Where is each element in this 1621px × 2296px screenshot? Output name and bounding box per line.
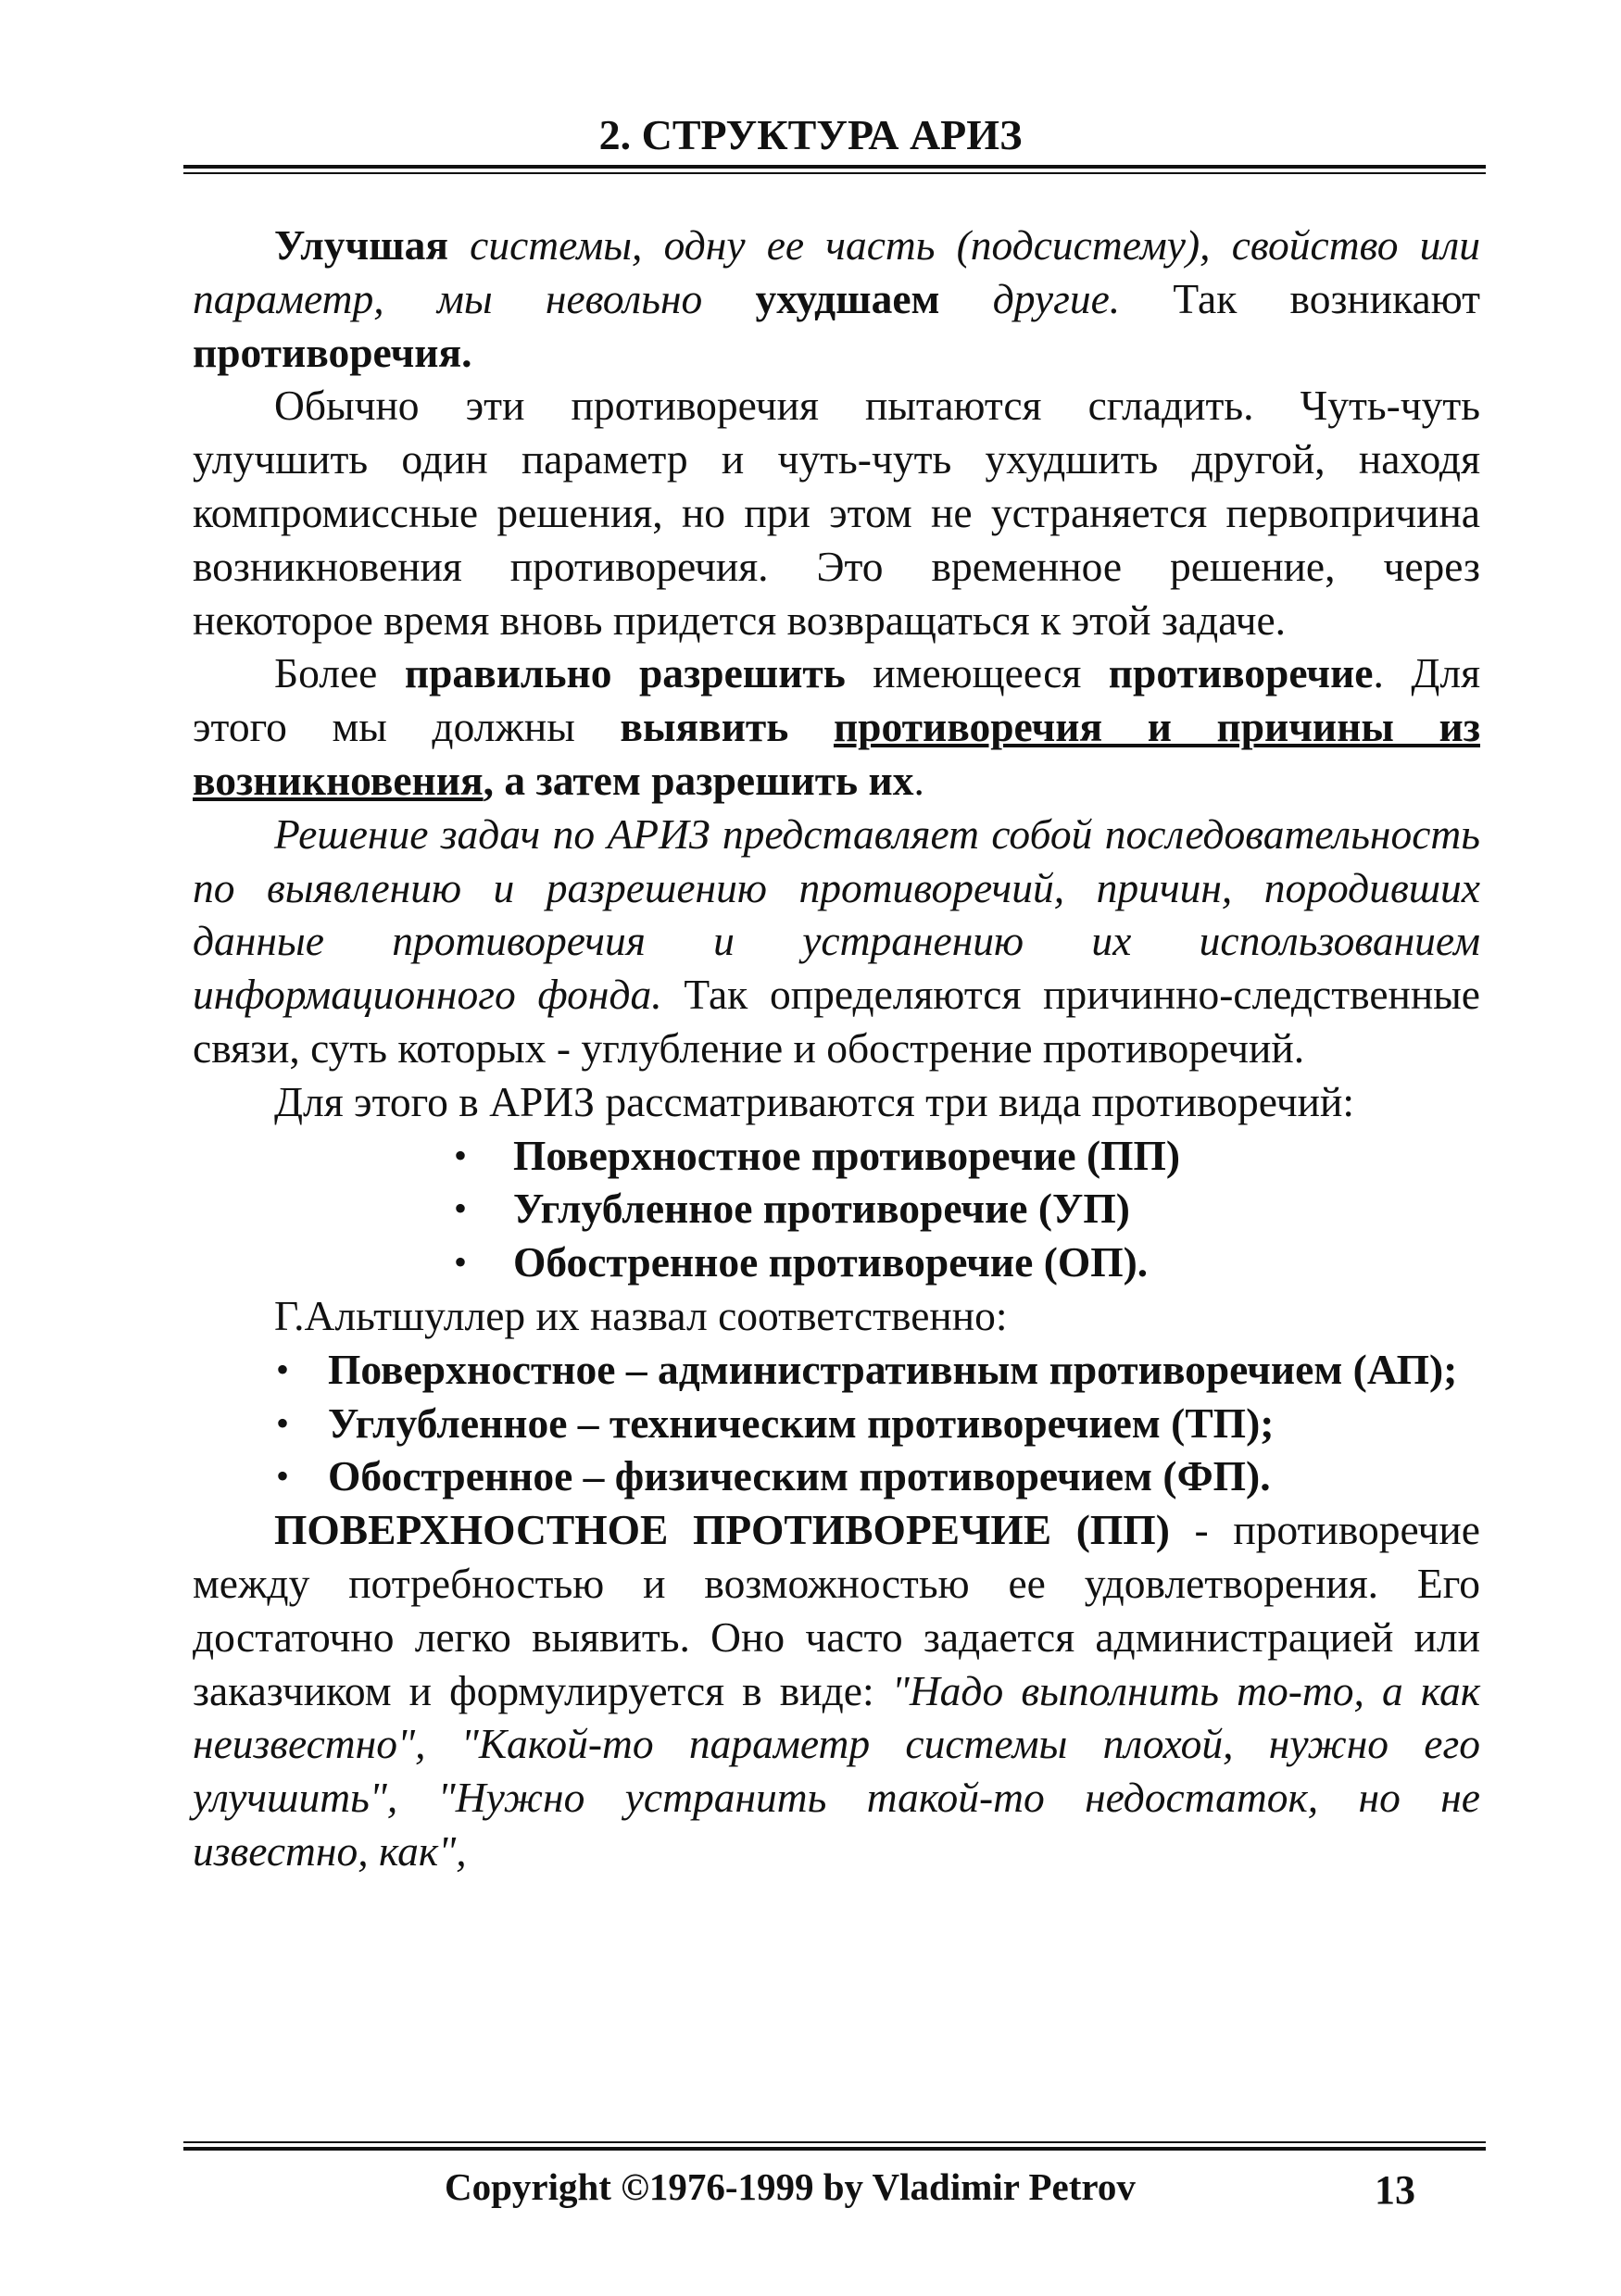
bullet-icon: • [454, 1241, 468, 1284]
body-text [193, 219, 1480, 1878]
p1-text: Так возникают [1120, 274, 1481, 322]
p3-bold-1: правильно разрешить [404, 649, 846, 697]
list-item: • Обостренное противоречие (ОП). [193, 1236, 1480, 1289]
paragraph-5: Для этого в АРИЗ рассматриваются три вида противоречий: [274, 1077, 1355, 1125]
p1-bold-3: противоречия. [193, 328, 472, 376]
p1-bold-2: ухудшаем [755, 274, 940, 322]
list-item: • Углубленное противоречие (УП) [193, 1182, 1480, 1236]
p4-text: Так определяются причинно-следственные связи, суть которых - углубление и обострение противоречий. [193, 971, 1480, 1072]
p7-italic: "Надо выполнить то-то, а как неизвестно", "Какой-то параметр системы плохой, нужно его улучшить", "Нужно устранить такой-то недостаток, но не известно, как", [193, 1666, 1480, 1875]
list-item: • Поверхностное противоречие (ПП) [193, 1129, 1480, 1183]
list-item: • Поверхностное – административным противоречием (АП); [193, 1343, 1480, 1397]
bullet-icon: • [276, 1455, 290, 1498]
p1-italic-2: другие. [939, 274, 1121, 322]
p4-italic: Решение задач по АРИЗ представляет собой последовательность по выявлению и разрешению противоречий, причин, породивших данные противоречия и устранению их использованием информационного фонда. [193, 809, 1480, 1019]
paragraph-4 [193, 808, 1480, 1075]
header-rule-thick [183, 165, 1486, 169]
paragraph-6: Г.Альтшуллер их назвал соответственно: [274, 1291, 1008, 1339]
altshuller-names-list [193, 1343, 1480, 1503]
paragraph-1 [193, 219, 1480, 379]
p3-bold-3: выявить [620, 703, 789, 751]
bullet-icon: • [276, 1401, 290, 1444]
p3-bold-2: противоречие [1108, 649, 1374, 697]
p1-bold-1: Улучшая [274, 221, 448, 269]
p3-bold-4: , а затем разрешить их [483, 756, 914, 804]
footer-rule-thick [183, 2147, 1486, 2151]
p3-text-1: Более [274, 649, 405, 697]
page-header-title: 2. СТРУКТУРА АРИЗ [598, 111, 1023, 158]
page-number: 13 [1375, 2167, 1415, 2213]
p1-italic-1: системы, одну ее часть (подсистему), свойство или параметр, мы невольно [193, 221, 1480, 322]
paragraph-3 [193, 646, 1480, 807]
p3-text-2: имеющееся [845, 649, 1109, 697]
footer-rule-thin [183, 2141, 1486, 2143]
paragraph-2: Обычно эти противоречия пытаются сгладить. Чуть-чуть улучшить один параметр и чуть-чуть ухудшить другой, находя компромиссные решения, но при этом не устраняется первопричина возникновения противоречия. Это временное решение, через некоторое время вновь придется возвращаться к этой задаче. [193, 382, 1480, 644]
header-rule-thin [183, 172, 1486, 174]
bullet-icon: • [276, 1348, 290, 1390]
paragraph-7 [193, 1503, 1480, 1878]
p3-text-3: . Для этого мы должны [193, 649, 1481, 751]
bullet-icon: • [454, 1187, 468, 1230]
p7-bold: ПОВЕРХНОСТНОЕ ПРОТИВОРЕЧИЕ (ПП) [274, 1506, 1170, 1554]
list-item: • Обостренное – физическим противоречием (ФП). [193, 1449, 1480, 1503]
footer-copyright: Copyright ©1976-1999 by Vladimir Petrov [445, 2165, 1136, 2208]
list-item: • Углубленное – техническим противоречием (ТП); [193, 1397, 1480, 1450]
p3-text-4: . [913, 756, 924, 804]
p7-text: - противоречие между потребностью и возможностью ее удовлетворения. Его достаточно легко выявить. Оно часто задается администрацией или заказчиком и формулируется в виде: [193, 1506, 1480, 1714]
contradiction-types-list [193, 1129, 1480, 1289]
p3-underlined: противоречия и причины из возникновения [193, 703, 1480, 804]
bullet-icon: • [454, 1134, 468, 1176]
